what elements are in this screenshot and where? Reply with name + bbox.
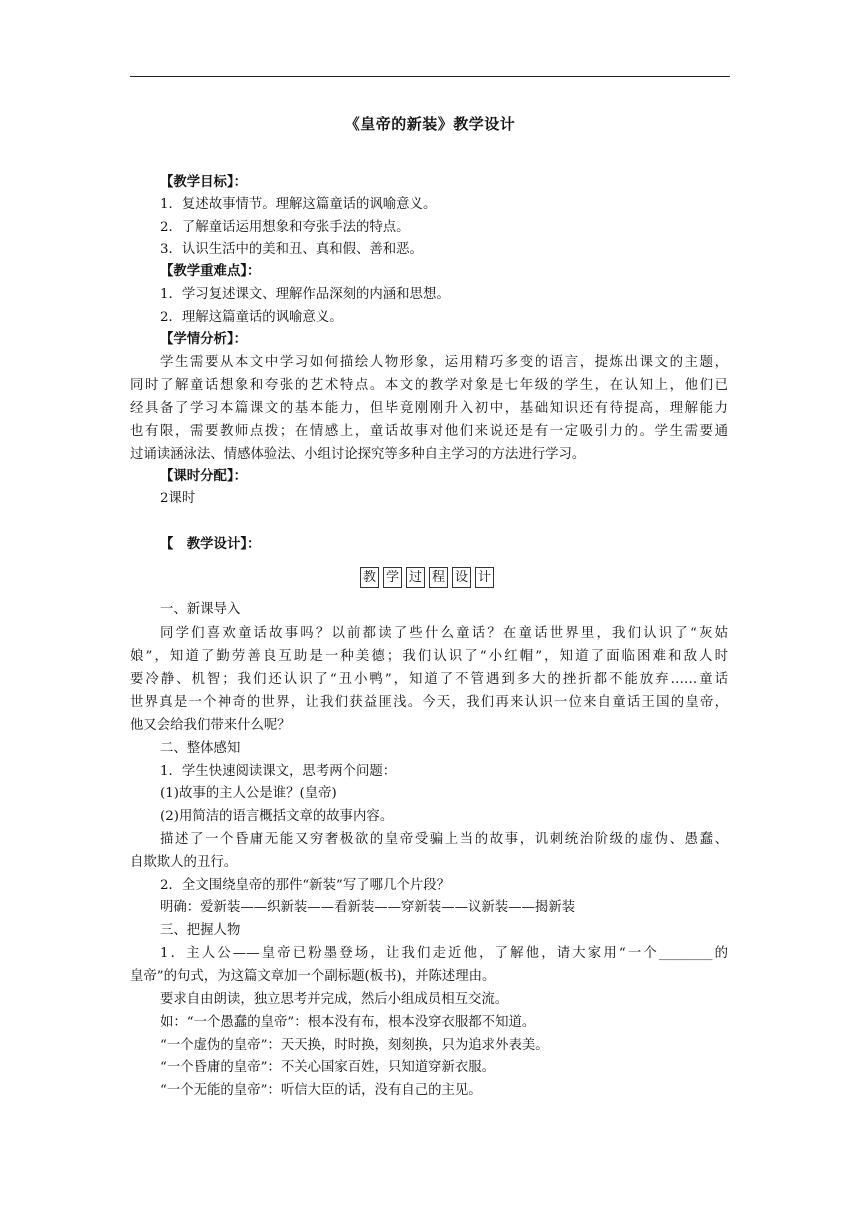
periods-value: 2课时 bbox=[160, 491, 196, 506]
process-box: 计 bbox=[475, 567, 494, 588]
process-title-boxes bbox=[360, 567, 494, 588]
analysis-line-2: 同时了解童话想象和夸张的艺术特点。本文的教学对象是七年级的学生，在认知上，他们已 bbox=[130, 378, 728, 393]
section-heading-analysis: 【学情分析】： bbox=[160, 332, 248, 347]
keypoint-2: 2．理解这篇童话的讽喻意义。 bbox=[160, 310, 343, 325]
objective-1: 1．复述故事情节。理解这篇童话的讽喻意义。 bbox=[160, 197, 437, 212]
overview-question-2: (2)用简洁的语言概括文章的故事内容。 bbox=[160, 809, 394, 824]
characters-example-3: “一个昏庸的皇帝”：不关心国家百姓，只知道穿新衣服。 bbox=[160, 1060, 496, 1075]
analysis-line-1: 学生需要从本文中学习如何描绘人物形象，运用精巧多变的语言，提炼出课文的主题， bbox=[160, 355, 728, 370]
overview-answer-line-1: 描述了一个昏庸无能又穷奢极欲的皇帝受骗上当的故事，讥刺统治阶级的虚伪、愚蠢、 bbox=[160, 832, 728, 847]
section-heading-objectives: 【教学目标】： bbox=[160, 175, 248, 190]
overview-answer-line-2: 自欺欺人的丑行。 bbox=[130, 855, 238, 870]
analysis-line-5: 过诵读涵泳法、情感体验法、小组讨论探究等多种自主学习的方法进行学习。 bbox=[130, 447, 586, 462]
characters-task-line-1: 1．主人公——皇帝已粉墨登场，让我们走近他，了解他，请大家用“一个________的 bbox=[160, 946, 728, 961]
overview-task-1: 1．学生快速阅读课文，思考两个问题： bbox=[160, 764, 397, 779]
part-heading-overview: 二、整体感知 bbox=[160, 741, 241, 756]
document-title: 《皇帝的新装》教学设计 bbox=[344, 115, 516, 133]
section-heading-periods: 【课时分配】： bbox=[160, 469, 248, 484]
process-box: 设 bbox=[452, 567, 471, 588]
intro-line-1: 同学们喜欢童话故事吗？以前都读了些什么童话？在童话世界里，我们认识了“灰姑 bbox=[160, 626, 728, 641]
characters-task-line-2: 皇帝”的句式，为这篇文章加一个副标题(板书)，并陈述理由。 bbox=[130, 969, 496, 984]
process-box: 教 bbox=[360, 567, 379, 588]
section-heading-keypoints: 【教学重难点】： bbox=[160, 264, 261, 279]
objective-3: 3．认识生活中的美和丑、真和假、善和恶。 bbox=[160, 242, 423, 257]
process-box: 过 bbox=[406, 567, 425, 588]
characters-instruction: 要求自由朗读，独立思考并完成，然后小组成员相互交流。 bbox=[160, 992, 509, 1007]
process-box: 学 bbox=[383, 567, 402, 588]
section-heading-design: 【 教学设计】： bbox=[160, 537, 261, 552]
header-rule bbox=[130, 76, 730, 77]
intro-line-3: 要冷静、机智；我们还认识了“丑小鸭”，知道了不管遇到多大的挫折都不能放弃……童话 bbox=[130, 672, 728, 687]
characters-example-1: 如：“一个愚蠢的皇帝”：根本没有布，根本没穿衣服都不知道。 bbox=[160, 1015, 536, 1030]
overview-question-1: (1)故事的主人公是谁？(皇帝) bbox=[160, 786, 337, 801]
analysis-line-3: 经具备了学习本篇课文的基本能力，但毕竟刚刚升入初中，基础知识还有待提高，理解能力 bbox=[130, 401, 728, 416]
objective-2: 2．了解童话运用想象和夸张手法的特点。 bbox=[160, 220, 410, 235]
part-heading-intro: 一、新课导入 bbox=[160, 602, 241, 617]
analysis-line-4: 也有限，需要教师点拨；在情感上，童话故事对他们来说还是有一定吸引力的。学生需要通 bbox=[130, 424, 728, 439]
intro-line-5: 他又会给我们带来什么呢？ bbox=[130, 718, 291, 733]
intro-line-2: 娘”，知道了勤劳善良互助是一种美德；我们认识了“小红帽”，知道了面临困难和敌人时 bbox=[130, 649, 728, 664]
characters-example-2: “一个虚伪的皇帝”：天天换，时时换，刻刻换，只为追求外表美。 bbox=[160, 1038, 549, 1053]
intro-line-4: 世界真是一个神奇的世界，让我们获益匪浅。今天，我们再来认识一位来自童话王国的皇帝， bbox=[130, 695, 728, 710]
overview-task-2: 2．全文围绕皇帝的那件“新装”写了哪几个片段？ bbox=[160, 878, 451, 893]
process-box: 程 bbox=[429, 567, 448, 588]
keypoint-1: 1．学习复述课文、理解作品深刻的内涵和思想。 bbox=[160, 287, 450, 302]
part-heading-characters: 三、把握人物 bbox=[160, 923, 241, 938]
overview-answer-2: 明确：爱新装——织新装——看新装——穿新装——议新装——揭新装 bbox=[160, 900, 576, 915]
characters-example-4: “一个无能的皇帝”：听信大臣的话，没有自己的主见。 bbox=[160, 1083, 482, 1098]
